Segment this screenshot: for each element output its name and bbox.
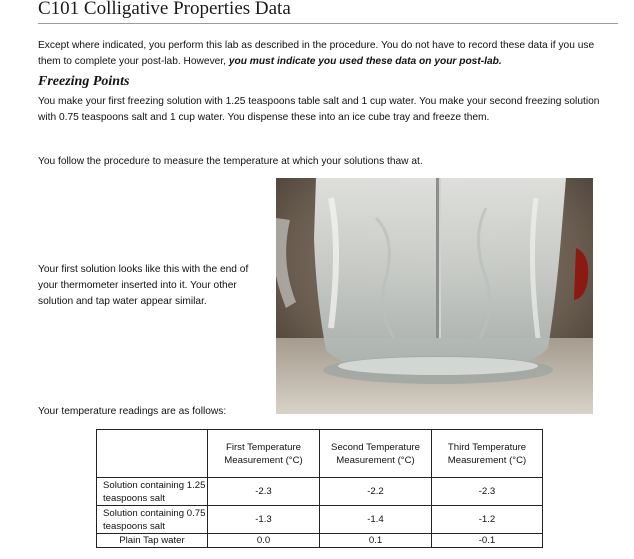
table-row [97,478,543,506]
intro-text: Except where indicated, you perform this lab as described in the procedure. You do not have to record these data if you use them to complete your post-lab. However, [38,40,595,67]
table-header-cell: First Temperature Measurement (°C) [208,430,320,478]
table-row [97,534,543,548]
thaw-paragraph: You follow the procedure to measure the temperature at which your solutions thaw at. [38,156,423,167]
table-cell: 0.0 [208,534,320,548]
title-divider [38,23,618,24]
table-cell: -1.2 [432,506,543,534]
intro-emphasis: you must indicate you used these data on your post-lab. [228,56,502,67]
row-label: Solution containing 1.25 teaspoons salt [97,478,208,506]
photo-illustration [276,178,593,414]
photo-caption: Your first solution looks like this with the end of your thermometer inserted into it. Your other solution and tap water appear similar. [38,264,249,307]
temperature-table [96,429,543,548]
table-cell: -1.3 [208,506,320,534]
page-title: C101 Colligative Properties Data [38,0,291,19]
table-cell: -2.3 [432,478,543,506]
section-heading: Freezing Points [38,74,130,89]
table-cell: -0.1 [432,534,543,548]
table-header-row [97,430,543,478]
table-cell: 0.1 [320,534,432,548]
ice-thermometer-photo [276,178,593,414]
row-label: Plain Tap water [97,534,208,548]
table-header-cell [97,430,208,478]
intro-paragraph [38,38,618,70]
table-cell: -2.2 [320,478,432,506]
table-row [97,506,543,534]
readings-intro: Your temperature readings are as follows: [38,406,227,417]
table-cell: -2.3 [208,478,320,506]
procedure-paragraph: You make your first freezing solution with 1.25 teaspoons table salt and 1 cup water. You make your second freezing solution with 0.75 teaspoons salt and 1 cup water. You dispense these into an ice cube tray and freeze them. [38,96,600,123]
table-header-cell: Second Temperature Measurement (°C) [320,430,432,478]
table-header-cell: Third Temperature Measurement (°C) [432,430,543,478]
row-label: Solution containing 0.75 teaspoons salt [97,506,208,534]
table-cell: -1.4 [320,506,432,534]
